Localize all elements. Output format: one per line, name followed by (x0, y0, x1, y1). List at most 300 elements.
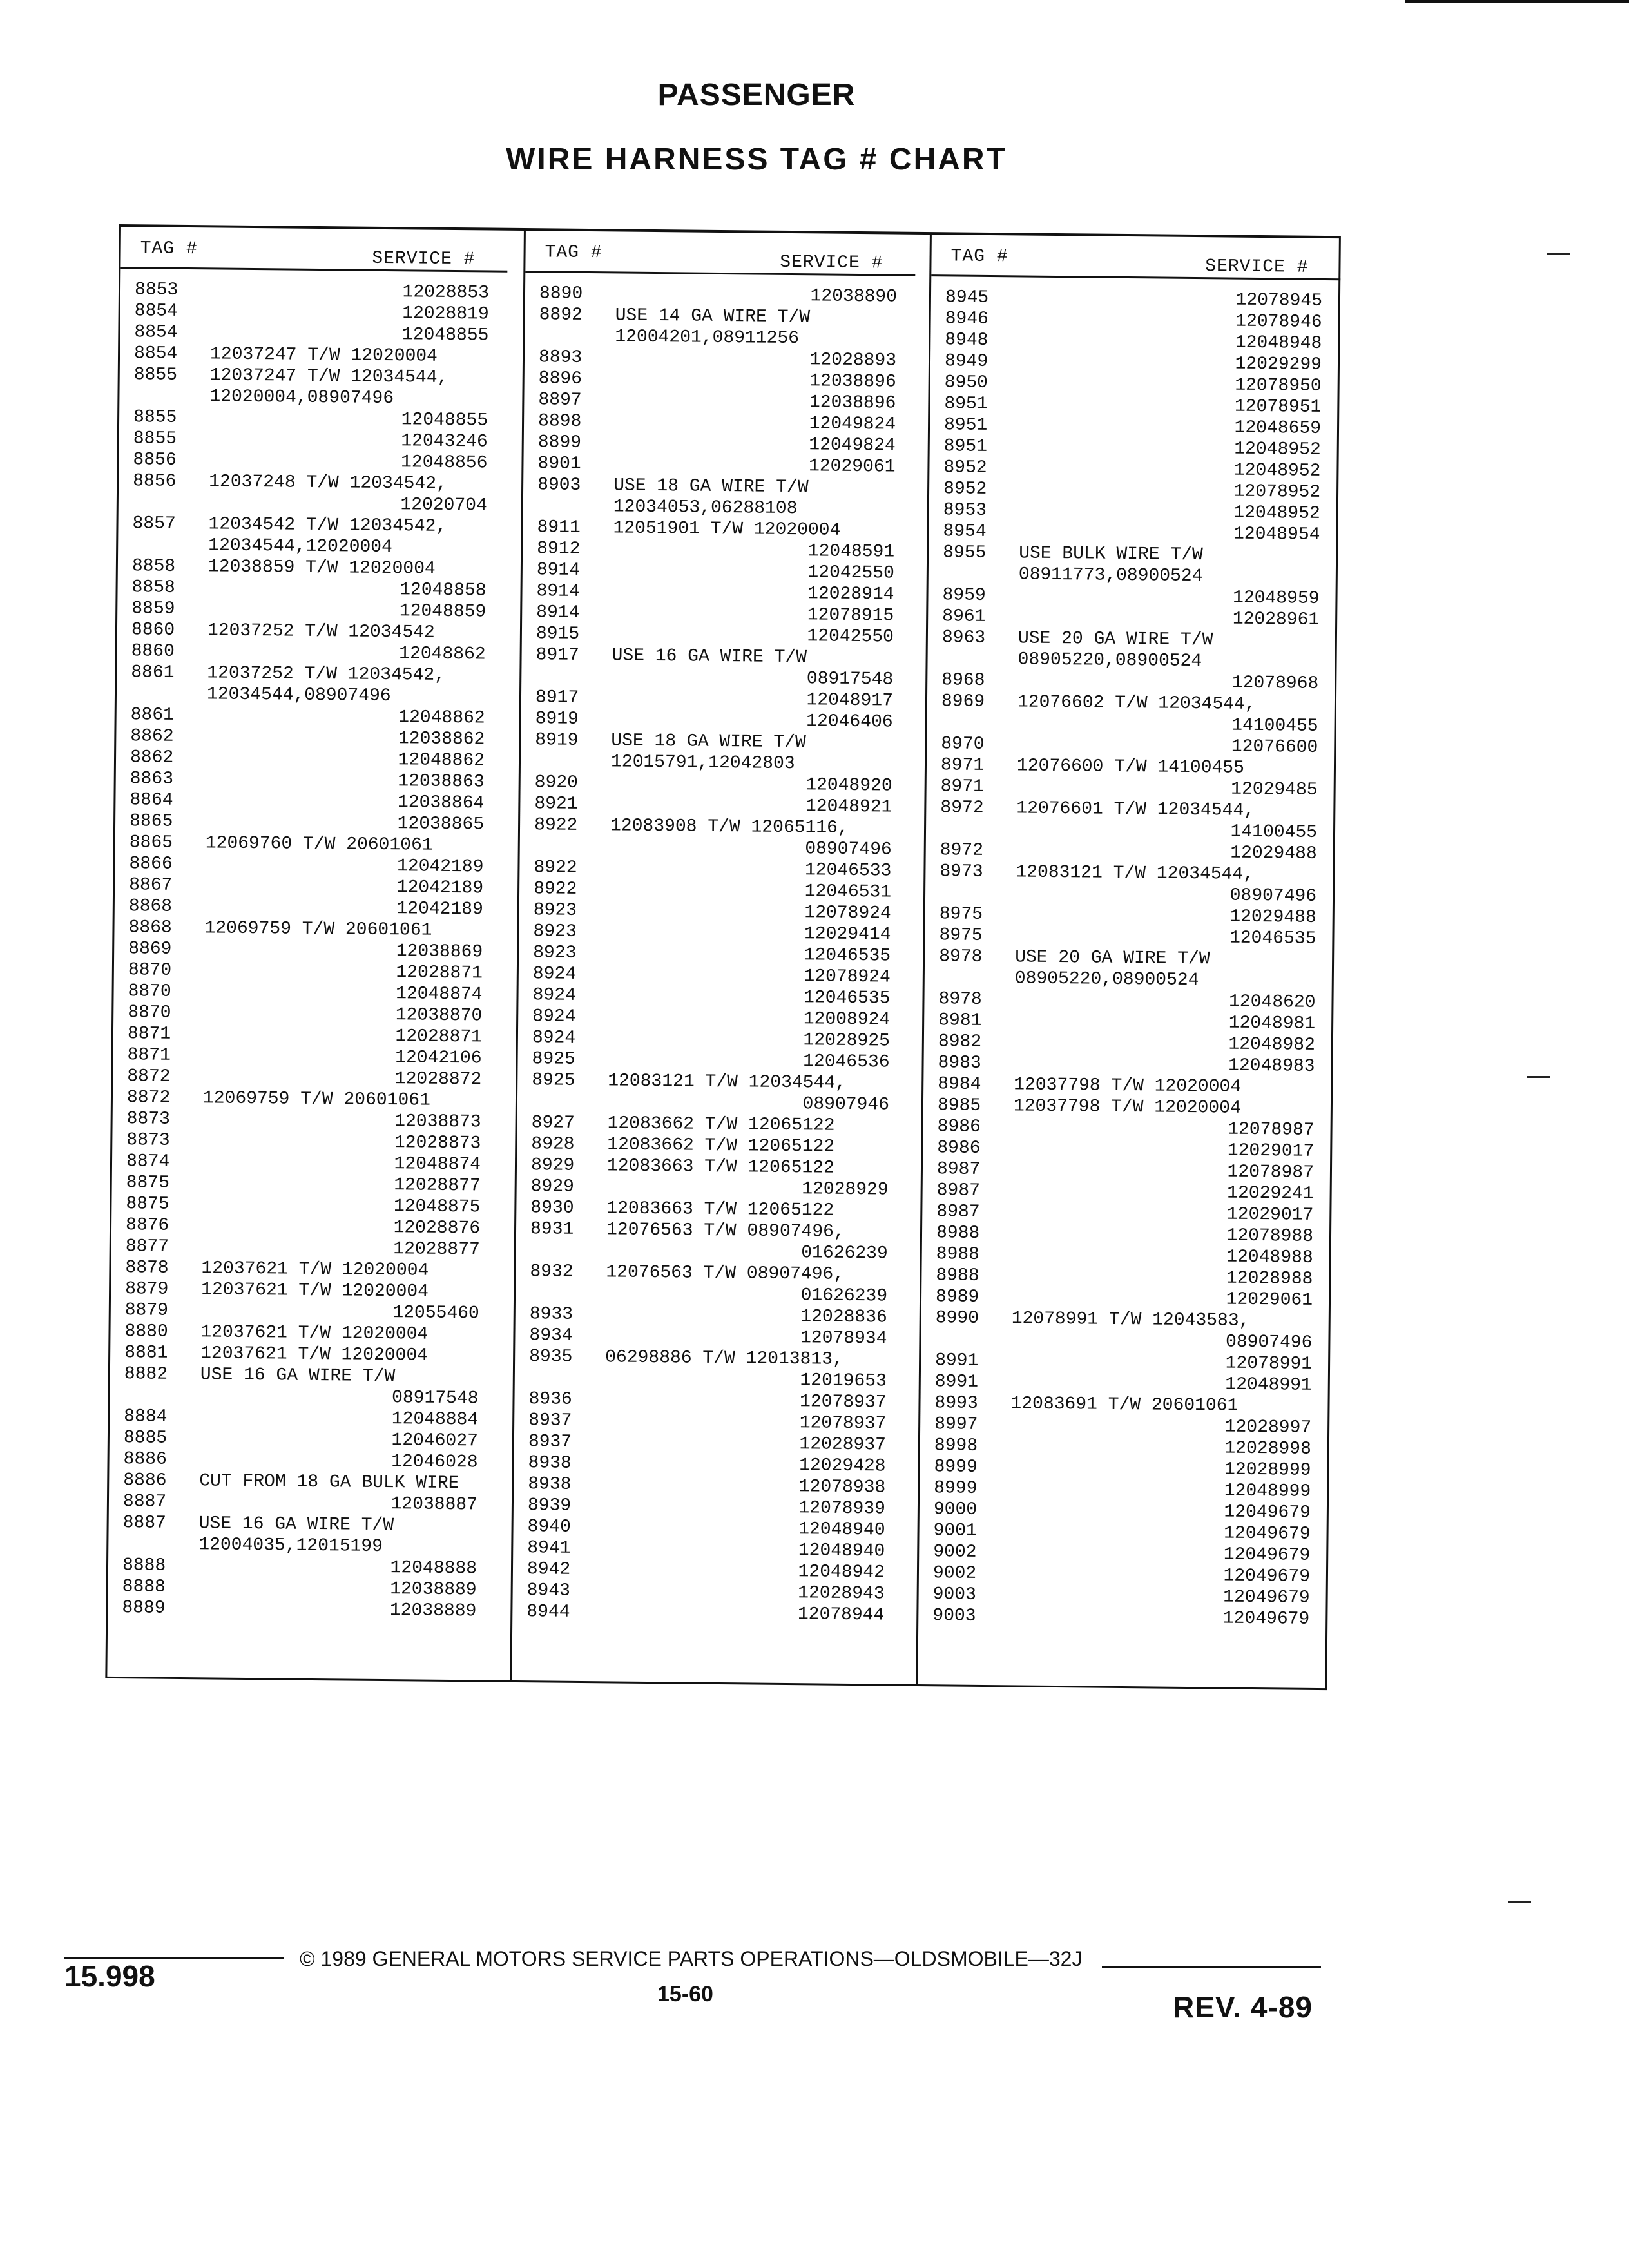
service-number: 12029061 (808, 456, 896, 477)
service-number: 12034542 T/W 12034542, (208, 514, 447, 537)
tag-number: 8882 (124, 1364, 168, 1385)
service-number: 12046535 (803, 988, 891, 1009)
service-number: 12083663 T/W 12065122 (606, 1156, 834, 1178)
tag-number (530, 1282, 594, 1304)
service-number: 12028876 (393, 1218, 481, 1239)
service-number: 12078924 (804, 966, 891, 988)
service-number: 12046533 (804, 860, 892, 881)
service-number: 12042189 (396, 856, 484, 878)
tag-number: 8870 (128, 1003, 171, 1023)
tag-number: 8855 (133, 428, 177, 449)
tag-number: 8875 (126, 1194, 169, 1215)
tag-number (131, 683, 195, 705)
service-number: 06298886 T/W 12013813, (605, 1347, 843, 1370)
service-number: 12020704 (400, 495, 487, 516)
tag-number: 8959 (942, 585, 986, 606)
service-number: 12028914 (807, 584, 894, 605)
service-number: USE 18 GA WIRE T/W (611, 731, 806, 753)
tag-number: 8928 (531, 1134, 575, 1155)
service-number: 12029017 (1226, 1204, 1314, 1225)
tag-number: 8954 (943, 521, 987, 542)
tag-number: 8951 (943, 436, 988, 457)
service-number: 12048859 (399, 601, 487, 622)
tag-number: 8933 (529, 1304, 574, 1325)
tag-number: 8893 (538, 347, 583, 368)
tag-number: 8865 (129, 832, 173, 853)
tag-number (535, 751, 599, 773)
service-number: 08905220,08900524 (1014, 968, 1199, 991)
service-number: USE 16 GA WIRE T/W (200, 1365, 396, 1387)
tag-number: 8872 (126, 1088, 171, 1108)
tag-header: TAG # (950, 246, 1008, 267)
service-number: 12076600 T/W 14100455 (1016, 756, 1244, 778)
column-header (120, 227, 508, 273)
tag-number: 8871 (127, 1024, 171, 1044)
tag-number (530, 1240, 595, 1262)
service-number: 12078991 (1225, 1353, 1313, 1374)
service-number: 12048875 (393, 1196, 481, 1218)
service-number: 12048862 (398, 750, 485, 771)
tag-number: 8868 (128, 896, 173, 917)
tag-chart-table (105, 224, 1341, 1690)
tag-number: 8887 (122, 1492, 167, 1512)
service-number: 12019653 (800, 1370, 887, 1392)
tag-number: 8861 (130, 705, 175, 726)
service-number: 12046535 (1229, 928, 1316, 949)
tag-number: 9003 (932, 1606, 976, 1626)
tag-number: 8969 (941, 691, 985, 712)
tag-number: 8887 (122, 1513, 167, 1533)
service-number: 12078944 (797, 1604, 885, 1626)
tag-number: 8963 (941, 628, 986, 648)
service-number: 12037248 T/W 12034542, (209, 472, 447, 494)
section-heading: PASSENGER (657, 78, 856, 112)
service-number: 12048954 (1233, 524, 1320, 545)
service-number: 12048952 (1234, 439, 1321, 460)
service-number: 12083121 T/W 12034544, (1016, 862, 1255, 885)
tag-number: 8941 (527, 1538, 571, 1559)
service-number: 12028871 (396, 963, 483, 984)
service-number: 01626239 (801, 1243, 888, 1264)
tag-number: 8914 (536, 560, 581, 581)
tag-number: 8923 (533, 943, 577, 963)
tag-number: 8999 (934, 1478, 978, 1499)
service-number: USE 16 GA WIRE T/W (612, 646, 807, 668)
service-number: 12038864 (397, 793, 485, 814)
service-number: 12038887 (390, 1494, 478, 1515)
service-number: 12028819 (402, 303, 489, 325)
service-number: 12029485 (1231, 779, 1318, 800)
service-number: 12049679 (1224, 1502, 1311, 1523)
service-number: 12048952 (1233, 503, 1320, 524)
service-number: 12048888 (390, 1558, 477, 1579)
service-number: 12078937 (799, 1413, 887, 1434)
service-number: 12083691 T/W 20601061 (1010, 1394, 1239, 1416)
service-number: 12078924 (804, 903, 891, 924)
service-number: 12038890 (810, 286, 898, 307)
tag-number: 8857 (132, 514, 176, 534)
tag-number: 8858 (131, 556, 176, 577)
service-number: 12038896 (809, 371, 896, 392)
tag-number: 8971 (940, 776, 985, 797)
tag-number: 8889 (122, 1598, 166, 1619)
service-number: 12048620 (1228, 992, 1316, 1013)
table-column-2 (510, 231, 916, 1684)
tag-number: 8886 (123, 1449, 167, 1470)
tag-number: 8912 (537, 539, 581, 559)
service-number: 08905220,08900524 (1017, 649, 1202, 672)
column-rows (108, 269, 507, 1622)
page-title: WIRE HARNESS TAG # CHART (506, 142, 1007, 177)
tag-number: 8860 (131, 641, 175, 662)
tag-number: 8862 (130, 726, 174, 747)
service-number: 12048858 (399, 580, 487, 601)
tag-number: 8975 (939, 904, 983, 925)
tag-number: 8880 (124, 1321, 168, 1342)
service-number: 12028871 (395, 1026, 483, 1048)
tag-number: 8868 (128, 918, 172, 938)
service-number: 12038896 (809, 392, 896, 414)
tag-number: 8856 (133, 471, 177, 492)
tag-number: 8896 (538, 369, 583, 389)
tag-number: 8874 (126, 1151, 170, 1172)
service-number: 12069759 T/W 20601061 (204, 918, 432, 941)
tag-number: 8856 (133, 450, 177, 470)
service-number: 12029241 (1227, 1183, 1314, 1204)
tag-number: 8888 (122, 1577, 166, 1597)
service-number: 12048942 (798, 1562, 885, 1583)
service-number: 12078915 (807, 605, 894, 626)
tag-number: 8939 (527, 1495, 572, 1516)
service-number: 12038889 (390, 1579, 477, 1600)
service-number: 12028988 (1226, 1268, 1313, 1289)
tag-number (529, 1367, 593, 1389)
service-number: 12028873 (394, 1133, 481, 1154)
tag-number: 8878 (125, 1258, 169, 1278)
service-number: 12028877 (393, 1239, 480, 1260)
service-number: 12069759 T/W 20601061 (202, 1088, 430, 1111)
service-number: 12078946 (1235, 311, 1322, 332)
service-number: 12029299 (1235, 354, 1322, 375)
tag-number (534, 836, 599, 858)
service-number: 12038873 (394, 1111, 481, 1133)
tag-number: 8866 (129, 854, 173, 874)
margin-mark (1508, 1901, 1531, 1903)
service-number: 12042550 (807, 626, 894, 648)
service-number: 12028872 (394, 1069, 482, 1090)
tag-number: 8921 (534, 794, 578, 814)
tag-number: 8881 (124, 1343, 168, 1363)
tag-number: 8923 (533, 921, 577, 942)
tag-number: 8859 (131, 599, 175, 619)
service-number: 12037798 T/W 12020004 (1013, 1096, 1241, 1119)
tag-number: 8927 (531, 1113, 575, 1133)
service-number: 12028836 (800, 1307, 887, 1328)
service-number: 12078950 (1235, 375, 1322, 396)
service-number: 12078934 (800, 1328, 887, 1349)
service-number: 12078968 (1231, 673, 1319, 694)
service-number: 12037621 T/W 12020004 (200, 1343, 429, 1366)
service-number: 12048983 (1228, 1055, 1315, 1077)
tag-number: 8973 (940, 861, 983, 882)
tag-number: 8936 (528, 1389, 572, 1410)
service-number: 12049679 (1223, 1587, 1310, 1608)
service-number: 12049679 (1222, 1608, 1310, 1629)
tag-header: TAG # (140, 238, 198, 260)
service-number: CUT FROM 18 GA BULK WIRE (199, 1471, 459, 1494)
service-number: 12048988 (1226, 1247, 1313, 1268)
tag-number: 8932 (530, 1262, 574, 1282)
tag-number: 8861 (131, 662, 175, 683)
tag-number (132, 534, 197, 556)
tag-number: 8919 (535, 730, 579, 751)
service-number: 12076601 T/W 12034544, (1016, 798, 1255, 821)
tag-number: 8985 (937, 1095, 981, 1116)
tag-number: 8877 (125, 1236, 169, 1257)
tag-number: 8951 (943, 415, 988, 436)
tag-number (122, 1533, 187, 1555)
service-number: 12048921 (805, 796, 892, 818)
service-number: 12028998 (1224, 1438, 1311, 1459)
tag-number: 8952 (943, 479, 987, 499)
service-header: SERVICE # (1205, 256, 1309, 278)
tag-number: 8970 (941, 734, 985, 754)
service-number: 12048948 (1235, 332, 1322, 354)
tag-number: 9002 (933, 1542, 977, 1562)
service-number: 12049679 (1223, 1544, 1311, 1566)
service-number: 12083908 T/W 12065116, (610, 816, 849, 838)
service-number: 12048874 (394, 1154, 481, 1175)
service-number: 12037621 T/W 12020004 (201, 1258, 429, 1281)
tag-number: 8901 (537, 454, 581, 474)
table-row (512, 1601, 902, 1626)
tag-number (941, 648, 1006, 670)
tag-number: 8873 (126, 1109, 171, 1129)
service-number: 12028997 (1224, 1417, 1312, 1438)
tag-number: 8987 (936, 1159, 981, 1180)
service-number: 01626239 (800, 1285, 888, 1307)
service-number: 12048999 (1224, 1481, 1311, 1502)
service-number: 12048940 (798, 1519, 885, 1541)
service-number: 08917548 (391, 1388, 479, 1409)
service-number: 12042189 (396, 899, 483, 920)
column-header (931, 235, 1341, 280)
tag-number: 8872 (127, 1066, 171, 1087)
service-number: 12037247 T/W 12020004 (209, 344, 438, 367)
tag-number: 8988 (936, 1223, 980, 1244)
tag-number: 8988 (936, 1265, 979, 1286)
tag-number: 8991 (934, 1350, 979, 1371)
table-column-3 (916, 235, 1341, 1688)
service-number: 12046028 (391, 1452, 478, 1473)
service-number: 12049679 (1224, 1523, 1311, 1544)
service-number: 12037252 T/W 12034542, (207, 663, 446, 686)
service-number: USE 18 GA WIRE T/W (613, 476, 809, 498)
service-number: 12083662 T/W 12065122 (607, 1135, 835, 1157)
tag-number: 8892 (539, 305, 583, 325)
service-number: 12042550 (807, 562, 895, 584)
tag-number: 8972 (940, 798, 984, 818)
service-header: SERVICE # (780, 252, 883, 274)
tag-number: 8924 (532, 985, 576, 1006)
tag-number: 8937 (528, 1410, 572, 1431)
tag-number: 8929 (530, 1155, 575, 1176)
tag-number: 8984 (938, 1074, 981, 1095)
service-number: 12028853 (402, 282, 490, 303)
tag-number: 8911 (537, 517, 581, 538)
tag-number: 8978 (938, 947, 983, 967)
service-number: 12048991 (1225, 1374, 1312, 1396)
service-number: 12078945 (1235, 290, 1323, 311)
service-number: 12046536 (803, 1052, 890, 1073)
tag-number: 8897 (538, 390, 582, 410)
tag-number: 8876 (125, 1215, 169, 1236)
service-number: 08907496 (1229, 885, 1317, 907)
table-column-1 (107, 227, 508, 1680)
table-row (108, 1597, 494, 1622)
service-number: 12048952 (1233, 460, 1321, 481)
tag-number: 9003 (932, 1584, 977, 1605)
footer-rule (1102, 1966, 1321, 1968)
tag-number: 9002 (932, 1563, 977, 1584)
tag-number: 8870 (128, 960, 172, 981)
service-number: 12049824 (809, 414, 896, 435)
tag-number: 9000 (933, 1499, 978, 1520)
tag-number (133, 492, 197, 514)
service-number: 12048884 (391, 1409, 479, 1430)
tag-number: 8935 (529, 1347, 573, 1367)
service-number: 12046027 (391, 1430, 479, 1452)
service-number: USE 20 GA WIRE T/W (1014, 947, 1210, 970)
tag-number: 8968 (941, 670, 985, 691)
service-number: 12042106 (395, 1048, 482, 1069)
tag-number: 8919 (535, 709, 579, 729)
service-number: 12048959 (1232, 588, 1320, 609)
tag-number: 8988 (936, 1244, 980, 1265)
tag-number: 8870 (128, 981, 171, 1002)
tag-number (939, 967, 1003, 989)
tag-number: 8917 (535, 645, 579, 666)
tag-number: 8998 (934, 1436, 978, 1456)
service-number: 12048920 (805, 775, 892, 796)
tag-number (535, 666, 600, 687)
tag-number: 8938 (528, 1453, 572, 1474)
footer-page-ref: 15.998 (64, 1959, 155, 1993)
tag-number (532, 1091, 596, 1113)
tag-number: 8990 (935, 1308, 979, 1329)
tag-number: 8924 (532, 1028, 576, 1048)
service-number: 12004035,12015199 (198, 1535, 383, 1557)
tag-number: 8854 (134, 301, 178, 322)
service-header: SERVICE # (372, 248, 476, 270)
service-number: 12076600 (1231, 736, 1318, 758)
tag-number: 8993 (934, 1393, 978, 1414)
tag-number: 8855 (133, 365, 178, 385)
tag-number: 8952 (943, 457, 987, 478)
service-number: 12049679 (1223, 1566, 1311, 1587)
tag-number: 8997 (934, 1414, 978, 1435)
service-number: 12076563 T/W 08907496, (606, 1220, 845, 1242)
service-number: 12028893 (809, 350, 897, 371)
service-number: 12049824 (809, 435, 896, 456)
service-number: 12048940 (798, 1541, 885, 1562)
tag-number: 8871 (127, 1045, 171, 1066)
service-number: 12038865 (397, 814, 485, 835)
service-number: 12048855 (401, 410, 488, 431)
service-number: 08907496 (805, 839, 892, 860)
tag-number (940, 818, 1005, 840)
tag-number: 8863 (130, 769, 174, 789)
service-number: 12078938 (798, 1477, 886, 1498)
tag-number: 8886 (123, 1470, 167, 1491)
service-number: 12078952 (1233, 481, 1321, 503)
tag-number: 8930 (530, 1198, 574, 1218)
tag-number: 8922 (534, 815, 578, 836)
tag-number: 8898 (537, 411, 582, 432)
service-number: 12048856 (400, 452, 488, 474)
service-number: 12048874 (395, 984, 483, 1005)
service-number: 12078987 (1228, 1119, 1315, 1140)
service-number: USE BULK WIRE T/W (1019, 543, 1203, 566)
service-number: 12083662 T/W 12065122 (607, 1113, 835, 1136)
service-number: 12046531 (804, 881, 892, 903)
tag-number: 8875 (126, 1173, 170, 1193)
tag-number: 8946 (945, 309, 989, 329)
service-number: 12048917 (806, 690, 894, 711)
tag-number: 8925 (532, 1049, 575, 1070)
tag-number: 8890 (539, 284, 583, 304)
tag-number: 8899 (537, 432, 582, 453)
table-row (918, 1605, 1327, 1630)
tag-number: 8972 (940, 840, 984, 861)
service-number: 12046406 (806, 711, 893, 733)
service-number: 12038862 (398, 729, 485, 750)
tag-number: 8983 (938, 1053, 981, 1073)
service-number: 12034544,08907496 (206, 684, 391, 707)
tag-number: 8915 (535, 624, 580, 644)
service-number: 14100455 (1231, 715, 1318, 736)
service-number: 12048591 (807, 541, 895, 562)
service-number: 08907496 (1225, 1332, 1313, 1353)
tag-number: 8854 (134, 322, 178, 343)
tag-number: 8978 (938, 989, 982, 1010)
service-number: 08917548 (806, 669, 894, 690)
service-number: 12078951 (1234, 396, 1322, 418)
tag-number: 8922 (533, 879, 577, 899)
service-number: 12029488 (1229, 907, 1316, 928)
tag-number: 8924 (532, 964, 577, 985)
tag-number: 8948 (945, 330, 988, 351)
service-number: 12038869 (396, 941, 483, 963)
service-number: 12042189 (396, 878, 484, 899)
tag-number: 8853 (134, 280, 178, 300)
tag-number: 8925 (532, 1070, 575, 1091)
tag-number: 8867 (129, 875, 173, 896)
service-number: 12048855 (401, 325, 489, 346)
column-header (525, 231, 916, 276)
tag-number: 8953 (943, 500, 987, 521)
tag-number: 8986 (937, 1138, 981, 1158)
margin-mark (1547, 253, 1570, 255)
service-number: 12008924 (803, 1009, 891, 1030)
service-number: 12028999 (1224, 1459, 1311, 1481)
tag-number: 8922 (534, 858, 577, 878)
margin-mark (1527, 1076, 1550, 1078)
column-rows (512, 273, 915, 1626)
tag-header: TAG # (545, 242, 602, 264)
service-number: 08907946 (802, 1094, 890, 1115)
service-number: 12043246 (401, 431, 488, 452)
